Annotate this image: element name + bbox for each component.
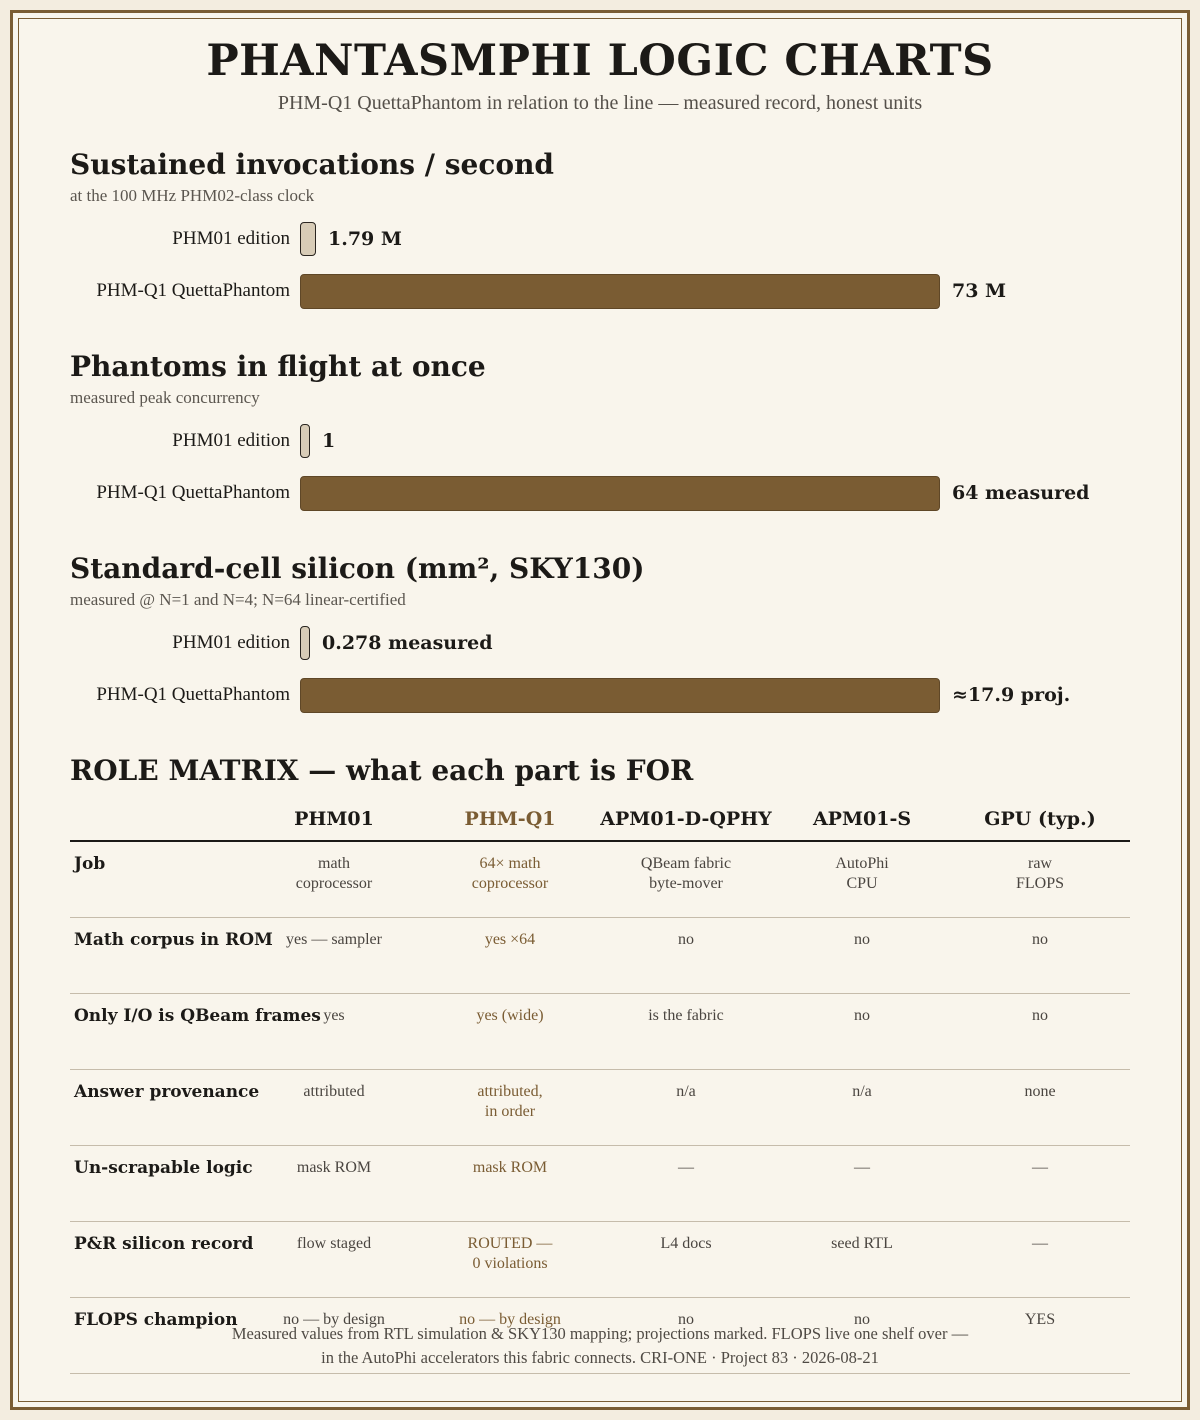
cell-line: — <box>854 1159 870 1176</box>
bar-label-phm01: PHM01 edition <box>172 228 290 249</box>
cell-line: n/a <box>676 1083 696 1100</box>
cell-line: yes — sampler <box>286 931 382 948</box>
table-header-row <box>70 798 1130 841</box>
cell-line: no <box>854 1311 870 1328</box>
cell-line: yes (wide) <box>476 1007 544 1024</box>
matrix-title: ROLE MATRIX — what each part is FOR <box>70 754 694 787</box>
chart-subtitle: at the 100 MHz PHM02-class clock <box>70 186 315 205</box>
role-matrix-table <box>70 798 1130 1374</box>
table-cell <box>950 1222 1130 1298</box>
cell-line: no <box>1032 1007 1048 1024</box>
cell-line: — <box>1032 1159 1048 1176</box>
table-cell <box>246 1146 422 1222</box>
chart-title: Phantoms in flight at once <box>70 350 486 383</box>
column-header: PHM-Q1 <box>422 798 598 841</box>
row-header: Only I/O is QBeam frames <box>70 994 246 1070</box>
table-cell <box>950 994 1130 1070</box>
cell-line: — <box>678 1159 694 1176</box>
table-row <box>70 1222 1130 1298</box>
cell-line: math <box>318 855 350 872</box>
table-row <box>70 1070 1130 1146</box>
chart-title: Sustained invocations / second <box>70 148 555 181</box>
cell-line: mask ROM <box>472 1159 548 1176</box>
chart-subtitle: measured peak concurrency <box>70 388 260 407</box>
bar-label-phmq1: PHM-Q1 QuettaPhantom <box>96 280 290 301</box>
cell-line: ROUTED — <box>467 1235 553 1252</box>
table-cell <box>950 1146 1130 1222</box>
table-cell <box>422 918 598 994</box>
footer-line: in the AutoPhi accelerators this fabric connects. CRI-ONE · Project 83 · 2026-08-21 <box>321 1348 879 1367</box>
bar-phmq1 <box>300 476 940 511</box>
bar-phm01 <box>300 626 310 660</box>
cell-line: is the fabric <box>648 1007 724 1024</box>
cell-line: seed RTL <box>831 1235 893 1252</box>
cell-line: no <box>854 1007 870 1024</box>
cell-line: FLOPS <box>1015 875 1065 892</box>
table-cell <box>598 994 774 1070</box>
chart-invocations <box>70 148 1130 348</box>
bar-value-phm01: 0.278 measured <box>322 632 493 654</box>
table-cell <box>246 994 422 1070</box>
table-cell <box>598 1146 774 1222</box>
cell-line: attributed, <box>477 1083 543 1100</box>
cell-line: n/a <box>852 1083 872 1100</box>
row-header: P&R silicon record <box>70 1222 246 1298</box>
cell-line: YES <box>1024 1311 1056 1328</box>
table-cell <box>246 918 422 994</box>
page-title: PHANTASMPHI LOGIC CHARTS <box>206 36 994 86</box>
footer-line: Measured values from RTL simulation & SKY130 mapping; projections marked. FLOPS live one shelf over — <box>231 1324 969 1343</box>
table-cell <box>598 841 774 918</box>
cell-line: flow staged <box>296 1235 372 1252</box>
table-cell <box>598 1070 774 1146</box>
bar-value-phmq1: ≈17.9 proj. <box>952 684 1071 706</box>
bar-label-phmq1: PHM-Q1 QuettaPhantom <box>96 684 290 705</box>
footer-note <box>0 1322 1200 1370</box>
column-header: APM01-D-QPHY <box>598 798 774 841</box>
table-cell <box>246 1070 422 1146</box>
table-cell <box>774 1222 950 1298</box>
cell-line: coprocessor <box>471 875 549 892</box>
row-header: Job <box>70 841 246 918</box>
cell-line: coprocessor <box>295 875 373 892</box>
table-cell <box>422 994 598 1070</box>
bar-phm01 <box>300 424 310 458</box>
table-cell <box>950 1070 1130 1146</box>
table-cell <box>422 1146 598 1222</box>
row-header: Answer provenance <box>70 1070 246 1146</box>
table-row <box>70 994 1130 1070</box>
table-cell <box>774 1070 950 1146</box>
table-cell <box>774 994 950 1070</box>
page-subtitle: PHM-Q1 QuettaPhantom in relation to the line — measured record, honest units <box>277 92 923 114</box>
cell-line: no <box>678 931 694 948</box>
table-cell <box>598 918 774 994</box>
table-cell <box>422 1070 598 1146</box>
cell-line: raw <box>1028 855 1052 872</box>
cell-line: in order <box>484 1103 536 1120</box>
table-cell <box>774 841 950 918</box>
cell-line: yes <box>323 1007 345 1024</box>
bar-label-phmq1: PHM-Q1 QuettaPhantom <box>96 482 290 503</box>
cell-line: AutoPhi <box>835 855 889 872</box>
table-cell <box>774 1146 950 1222</box>
cell-line: no <box>1032 931 1048 948</box>
cell-line: CPU <box>846 875 878 892</box>
table-cell <box>774 918 950 994</box>
row-header: Un-scrapable logic <box>70 1146 246 1222</box>
cell-line: no — by design <box>459 1311 561 1328</box>
bar-value-phm01: 1 <box>322 430 336 452</box>
cell-line: 0 violations <box>472 1255 548 1272</box>
table-row <box>70 918 1130 994</box>
cell-line: QBeam fabric <box>640 855 732 872</box>
chart-concurrency <box>70 350 1130 550</box>
column-header: APM01-S <box>774 798 950 841</box>
bar-phmq1 <box>300 678 940 713</box>
bar-phm01 <box>300 222 316 256</box>
row-header: Math corpus in ROM <box>70 918 246 994</box>
chart-silicon <box>70 552 1130 752</box>
table-cell <box>950 918 1130 994</box>
table-cell <box>422 841 598 918</box>
bar-phmq1 <box>300 274 940 309</box>
table-cell <box>598 1222 774 1298</box>
chart-title: Standard-cell silicon (mm², SKY130) <box>70 552 645 585</box>
column-header: GPU (typ.) <box>950 798 1130 841</box>
cell-line: none <box>1024 1083 1056 1100</box>
bar-value-phm01: 1.79 M <box>328 228 402 250</box>
table-cell <box>246 1222 422 1298</box>
cell-line: no <box>854 931 870 948</box>
bar-label-phm01: PHM01 edition <box>172 430 290 451</box>
bar-label-phm01: PHM01 edition <box>172 632 290 653</box>
bar-value-phmq1: 64 measured <box>952 482 1090 504</box>
cell-line: — <box>1032 1235 1048 1252</box>
cell-line: yes ×64 <box>484 931 536 948</box>
table-cell <box>422 1222 598 1298</box>
chart-subtitle: measured @ N=1 and N=4; N=64 linear-certified <box>70 590 406 609</box>
column-header: PHM01 <box>246 798 422 841</box>
cell-line: no <box>678 1311 694 1328</box>
cell-line: attributed <box>303 1083 365 1100</box>
table-row <box>70 1146 1130 1222</box>
cell-line: byte-mover <box>649 875 723 892</box>
column-header-empty <box>70 798 246 841</box>
row-header: FLOPS champion <box>70 1298 246 1374</box>
cell-line: no — by design <box>283 1311 385 1328</box>
matrix-body <box>70 841 1130 1374</box>
cell-line: mask ROM <box>296 1159 372 1176</box>
bar-value-phmq1: 73 M <box>952 280 1007 302</box>
table-cell <box>950 841 1130 918</box>
cell-line: 64× math <box>479 855 541 872</box>
cell-line: L4 docs <box>660 1235 712 1252</box>
table-cell <box>246 841 422 918</box>
table-row <box>70 841 1130 918</box>
